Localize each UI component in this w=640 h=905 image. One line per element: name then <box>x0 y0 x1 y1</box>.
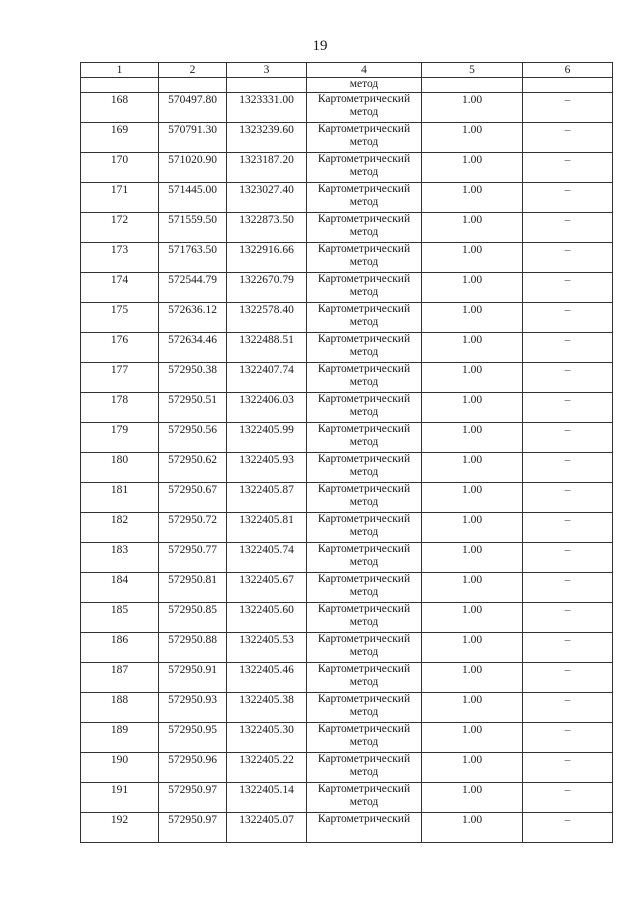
note-cell: – <box>523 243 613 273</box>
table-row <box>81 93 613 123</box>
y-coordinate-cell: 1322405.30 <box>227 723 307 753</box>
x-coordinate-cell: 570791.30 <box>159 123 227 153</box>
note-cell: – <box>523 783 613 813</box>
method-line-2: метод <box>349 496 379 508</box>
method-cell <box>307 723 422 753</box>
x-coordinate-cell: 571020.90 <box>159 153 227 183</box>
y-coordinate-cell: 1322405.38 <box>227 693 307 723</box>
continued-method-text: метод <box>307 78 422 93</box>
point-number-cell: 179 <box>81 423 159 453</box>
method-line-2: метод <box>349 316 379 328</box>
method-line-1: Картометрический <box>317 123 411 135</box>
method-line-2: метод <box>349 106 379 118</box>
y-coordinate-cell: 1322405.67 <box>227 573 307 603</box>
y-coordinate-cell: 1323187.20 <box>227 153 307 183</box>
column-header: 4 <box>307 63 422 78</box>
y-coordinate-cell: 1322873.50 <box>227 213 307 243</box>
table-row <box>81 753 613 783</box>
table-row <box>81 213 613 243</box>
point-number-cell: 181 <box>81 483 159 513</box>
method-line-2: метод <box>349 736 379 748</box>
method-cell <box>307 243 422 273</box>
point-number-cell: 192 <box>81 813 159 843</box>
x-coordinate-cell: 572950.81 <box>159 573 227 603</box>
column-header: 1 <box>81 63 159 78</box>
x-coordinate-cell: 572950.77 <box>159 543 227 573</box>
method-line-1: Картометрический <box>317 273 411 285</box>
table-row <box>81 363 613 393</box>
accuracy-cell: 1.00 <box>422 723 523 753</box>
method-line-2: метод <box>349 766 379 778</box>
x-coordinate-cell: 571445.00 <box>159 183 227 213</box>
method-cell <box>307 93 422 123</box>
note-cell: – <box>523 303 613 333</box>
table-row <box>81 243 613 273</box>
point-number-cell: 183 <box>81 543 159 573</box>
y-coordinate-cell: 1322488.51 <box>227 333 307 363</box>
method-line-1: Картометрический <box>317 753 411 765</box>
y-coordinate-cell: 1322405.74 <box>227 543 307 573</box>
x-coordinate-cell: 572950.51 <box>159 393 227 423</box>
point-number-cell: 185 <box>81 603 159 633</box>
continued-row <box>81 78 613 93</box>
y-coordinate-cell: 1322405.87 <box>227 483 307 513</box>
x-coordinate-cell: 572950.97 <box>159 813 227 843</box>
method-line-2: метод <box>349 196 379 208</box>
table-row <box>81 183 613 213</box>
accuracy-cell: 1.00 <box>422 603 523 633</box>
x-coordinate-cell: 572950.62 <box>159 453 227 483</box>
table-row <box>81 333 613 363</box>
accuracy-cell: 1.00 <box>422 483 523 513</box>
point-number-cell: 170 <box>81 153 159 183</box>
method-cell <box>307 303 422 333</box>
accuracy-cell: 1.00 <box>422 183 523 213</box>
method-cell <box>307 483 422 513</box>
x-coordinate-cell: 572950.72 <box>159 513 227 543</box>
method-cell <box>307 423 422 453</box>
accuracy-cell: 1.00 <box>422 753 523 783</box>
point-number-cell: 187 <box>81 663 159 693</box>
table-row <box>81 693 613 723</box>
table-header-row <box>81 63 613 78</box>
y-coordinate-cell: 1322405.07 <box>227 813 307 843</box>
accuracy-cell: 1.00 <box>422 333 523 363</box>
accuracy-cell: 1.00 <box>422 423 523 453</box>
method-cell <box>307 363 422 393</box>
table-row <box>81 633 613 663</box>
method-line-2: метод <box>349 556 379 568</box>
method-cell <box>307 573 422 603</box>
method-line-2: метод <box>349 796 379 808</box>
x-coordinate-cell: 572544.79 <box>159 273 227 303</box>
accuracy-cell: 1.00 <box>422 273 523 303</box>
note-cell: – <box>523 453 613 483</box>
method-line-1: Картометрический <box>317 153 411 165</box>
y-coordinate-cell: 1322578.40 <box>227 303 307 333</box>
note-cell: – <box>523 363 613 393</box>
table-row <box>81 783 613 813</box>
x-coordinate-cell: 570497.80 <box>159 93 227 123</box>
accuracy-cell: 1.00 <box>422 393 523 423</box>
x-coordinate-cell: 572950.93 <box>159 693 227 723</box>
method-cell <box>307 633 422 663</box>
accuracy-cell: 1.00 <box>422 153 523 183</box>
point-number-cell: 177 <box>81 363 159 393</box>
table-row <box>81 123 613 153</box>
point-number-cell: 180 <box>81 453 159 483</box>
y-coordinate-cell: 1322405.53 <box>227 633 307 663</box>
accuracy-cell: 1.00 <box>422 243 523 273</box>
method-line-1: Картометрический <box>317 633 411 645</box>
y-coordinate-cell: 1322670.79 <box>227 273 307 303</box>
y-coordinate-cell: 1322405.22 <box>227 753 307 783</box>
method-line-1: Картометрический <box>317 693 411 705</box>
method-line-1: Картометрический <box>317 813 411 825</box>
method-line-2: метод <box>349 376 379 388</box>
accuracy-cell: 1.00 <box>422 123 523 153</box>
y-coordinate-cell: 1322405.46 <box>227 663 307 693</box>
x-coordinate-cell: 572950.67 <box>159 483 227 513</box>
coordinates-table <box>80 62 613 843</box>
note-cell: – <box>523 93 613 123</box>
accuracy-cell: 1.00 <box>422 663 523 693</box>
method-line-1: Картометрический <box>317 363 411 375</box>
note-cell: – <box>523 213 613 243</box>
method-line-1: Картометрический <box>317 243 411 255</box>
method-cell <box>307 603 422 633</box>
method-cell <box>307 213 422 243</box>
table-row <box>81 483 613 513</box>
method-cell <box>307 693 422 723</box>
method-cell <box>307 513 422 543</box>
y-coordinate-cell: 1322405.93 <box>227 453 307 483</box>
method-line-2: метод <box>349 256 379 268</box>
accuracy-cell: 1.00 <box>422 93 523 123</box>
method-line-2: метод <box>349 466 379 478</box>
point-number-cell: 174 <box>81 273 159 303</box>
note-cell: – <box>523 153 613 183</box>
note-cell: – <box>523 663 613 693</box>
y-coordinate-cell: 1322406.03 <box>227 393 307 423</box>
method-cell <box>307 273 422 303</box>
point-number-cell: 189 <box>81 723 159 753</box>
note-cell: – <box>523 393 613 423</box>
method-line-1: Картометрический <box>317 93 411 105</box>
x-coordinate-cell: 571559.50 <box>159 213 227 243</box>
method-line-2: метод <box>349 166 379 178</box>
point-number-cell: 184 <box>81 573 159 603</box>
x-coordinate-cell: 572950.56 <box>159 423 227 453</box>
accuracy-cell: 1.00 <box>422 573 523 603</box>
method-line-2: метод <box>349 676 379 688</box>
method-line-2: метод <box>349 586 379 598</box>
note-cell: – <box>523 573 613 603</box>
method-line-1: Картометрический <box>317 783 411 795</box>
point-number-cell: 171 <box>81 183 159 213</box>
accuracy-cell: 1.00 <box>422 363 523 393</box>
y-coordinate-cell: 1322405.60 <box>227 603 307 633</box>
method-line-1: Картометрический <box>317 213 411 225</box>
note-cell: – <box>523 183 613 213</box>
method-cell <box>307 153 422 183</box>
point-number-cell: 175 <box>81 303 159 333</box>
note-cell: – <box>523 423 613 453</box>
column-header: 3 <box>227 63 307 78</box>
table-row <box>81 393 613 423</box>
x-coordinate-cell: 572950.91 <box>159 663 227 693</box>
method-line-1: Картометрический <box>317 453 411 465</box>
accuracy-cell: 1.00 <box>422 813 523 843</box>
table-row <box>81 663 613 693</box>
method-line-2: метод <box>349 286 379 298</box>
point-number-cell: 190 <box>81 753 159 783</box>
table-row <box>81 543 613 573</box>
method-cell <box>307 813 422 843</box>
y-coordinate-cell: 1322405.81 <box>227 513 307 543</box>
method-cell <box>307 183 422 213</box>
x-coordinate-cell: 572950.38 <box>159 363 227 393</box>
accuracy-cell: 1.00 <box>422 513 523 543</box>
note-cell: – <box>523 273 613 303</box>
point-number-cell: 182 <box>81 513 159 543</box>
table-row <box>81 303 613 333</box>
method-line-1: Картометрический <box>317 393 411 405</box>
method-line-2: метод <box>349 526 379 538</box>
method-cell <box>307 123 422 153</box>
note-cell: – <box>523 693 613 723</box>
point-number-cell: 172 <box>81 213 159 243</box>
method-line-1: Картометрический <box>317 543 411 555</box>
method-line-1: Картометрический <box>317 303 411 315</box>
method-line-2: метод <box>349 436 379 448</box>
note-cell: – <box>523 483 613 513</box>
method-line-1: Картометрический <box>317 183 411 195</box>
y-coordinate-cell: 1322405.14 <box>227 783 307 813</box>
accuracy-cell: 1.00 <box>422 633 523 663</box>
y-coordinate-cell: 1323331.00 <box>227 93 307 123</box>
x-coordinate-cell: 572636.12 <box>159 303 227 333</box>
method-line-1: Картометрический <box>317 483 411 495</box>
method-cell <box>307 783 422 813</box>
point-number-cell: 186 <box>81 633 159 663</box>
note-cell: – <box>523 333 613 363</box>
method-line-1: Картометрический <box>317 573 411 585</box>
table-row <box>81 573 613 603</box>
accuracy-cell: 1.00 <box>422 783 523 813</box>
x-coordinate-cell: 572950.96 <box>159 753 227 783</box>
accuracy-cell: 1.00 <box>422 303 523 333</box>
table-row <box>81 513 613 543</box>
y-coordinate-cell: 1323027.40 <box>227 183 307 213</box>
note-cell: – <box>523 513 613 543</box>
table-row <box>81 723 613 753</box>
method-line-1: Картометрический <box>317 423 411 435</box>
point-number-cell: 188 <box>81 693 159 723</box>
method-cell <box>307 753 422 783</box>
method-line-2: метод <box>349 646 379 658</box>
method-line-2: метод <box>349 346 379 358</box>
point-number-cell: 169 <box>81 123 159 153</box>
x-coordinate-cell: 571763.50 <box>159 243 227 273</box>
x-coordinate-cell: 572950.97 <box>159 783 227 813</box>
y-coordinate-cell: 1322916.66 <box>227 243 307 273</box>
method-line-1: Картометрический <box>317 333 411 345</box>
table-row <box>81 603 613 633</box>
method-line-1: Картометрический <box>317 603 411 615</box>
column-header: 2 <box>159 63 227 78</box>
x-coordinate-cell: 572950.88 <box>159 633 227 663</box>
method-line-2: метод <box>349 226 379 238</box>
method-cell <box>307 393 422 423</box>
method-line-2: метод <box>349 706 379 718</box>
accuracy-cell: 1.00 <box>422 213 523 243</box>
accuracy-cell: 1.00 <box>422 543 523 573</box>
accuracy-cell: 1.00 <box>422 453 523 483</box>
page-number: 19 <box>312 38 328 54</box>
accuracy-cell: 1.00 <box>422 693 523 723</box>
point-number-cell: 173 <box>81 243 159 273</box>
point-number-cell: 178 <box>81 393 159 423</box>
point-number-cell: 176 <box>81 333 159 363</box>
note-cell: – <box>523 723 613 753</box>
point-number-cell: 191 <box>81 783 159 813</box>
column-header: 5 <box>422 63 523 78</box>
method-line-2: метод <box>349 616 379 628</box>
table-row <box>81 273 613 303</box>
method-line-1: Картометрический <box>317 663 411 675</box>
note-cell: – <box>523 813 613 843</box>
method-cell <box>307 543 422 573</box>
note-cell: – <box>523 123 613 153</box>
x-coordinate-cell: 572634.46 <box>159 333 227 363</box>
method-cell <box>307 453 422 483</box>
note-cell: – <box>523 543 613 573</box>
y-coordinate-cell: 1322405.99 <box>227 423 307 453</box>
method-line-2: метод <box>349 406 379 418</box>
table-row <box>81 813 613 843</box>
note-cell: – <box>523 603 613 633</box>
method-cell <box>307 663 422 693</box>
note-cell: – <box>523 633 613 663</box>
x-coordinate-cell: 572950.85 <box>159 603 227 633</box>
table-row <box>81 453 613 483</box>
y-coordinate-cell: 1322407.74 <box>227 363 307 393</box>
note-cell: – <box>523 753 613 783</box>
table-row <box>81 423 613 453</box>
y-coordinate-cell: 1323239.60 <box>227 123 307 153</box>
method-line-1: Картометрический <box>317 723 411 735</box>
method-line-1: Картометрический <box>317 513 411 525</box>
table-row <box>81 153 613 183</box>
x-coordinate-cell: 572950.95 <box>159 723 227 753</box>
method-line-2: метод <box>349 136 379 148</box>
method-cell <box>307 333 422 363</box>
point-number-cell: 168 <box>81 93 159 123</box>
column-header: 6 <box>523 63 613 78</box>
